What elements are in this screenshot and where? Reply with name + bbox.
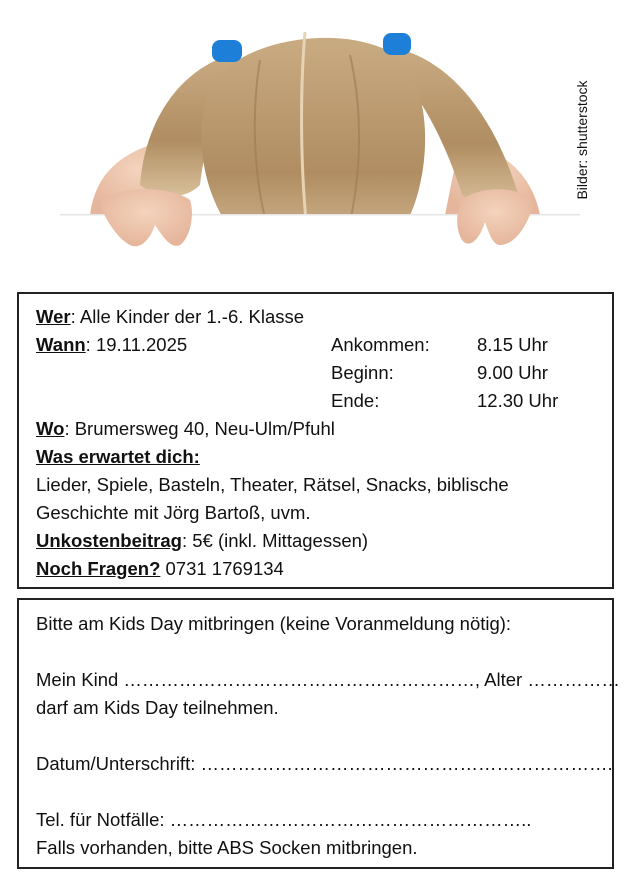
date-signature-line: Datum/Unterschrift: ………………………………………………………….: [36, 753, 613, 774]
form-intro: Bitte am Kids Day mitbringen (keine Voranmeldung nötig):: [36, 613, 512, 634]
wo-row: [36, 415, 612, 443]
was-label: Was erwartet dich:: [36, 446, 200, 467]
wo-label: Wo: [36, 418, 65, 439]
wer-value: : Alle Kinder der 1.-6. Klasse: [70, 306, 305, 327]
wann-value: : 19.11.2025: [85, 334, 188, 355]
schedule-label: Ende:: [331, 390, 380, 411]
was-line: Geschichte mit Jörg Bartoß, uvm.: [36, 502, 311, 523]
hero-illustration: [0, 0, 631, 285]
kosten-row: [36, 527, 612, 555]
schedule-time: 9.00 Uhr: [477, 362, 548, 383]
wann-label: Wann: [36, 334, 86, 355]
schedule-row: [36, 359, 612, 387]
socks-note: Falls vorhanden, bitte ABS Socken mitbringen.: [36, 837, 418, 858]
registration-form-box: [17, 598, 620, 869]
was-row: [36, 443, 612, 471]
wann-row: [36, 331, 612, 359]
fragen-row: [36, 555, 612, 583]
fragen-label: Noch Fragen?: [36, 558, 161, 579]
was-line: Lieder, Spiele, Basteln, Theater, Rätsel, Snacks, biblische: [36, 474, 509, 495]
fragen-value: 0731 1769134: [160, 558, 284, 579]
wo-value: : Brumersweg 40, Neu-Ulm/Pfuhl: [64, 418, 335, 439]
event-info-box: [17, 292, 614, 589]
schedule-label: Beginn:: [331, 362, 394, 383]
right-hair-tie: [383, 33, 411, 55]
schedule-time: 12.30 Uhr: [477, 390, 559, 411]
kosten-label: Unkostenbeitrag: [36, 530, 182, 551]
child-name-age-line: Mein Kind …………………………………………………, Alter ……………: [36, 669, 620, 690]
participation-text: darf am Kids Day teilnehmen.: [36, 697, 279, 718]
emergency-phone-line: Tel. für Notfälle: …………………………………………………..: [36, 809, 532, 830]
kosten-value: : 5€ (inkl. Mittagessen): [181, 530, 369, 551]
schedule-row: [36, 387, 612, 415]
schedule-time: 8.15 Uhr: [477, 334, 548, 355]
left-hair-tie: [212, 40, 242, 62]
image-credit: Bilder: shutterstock: [574, 80, 590, 200]
schedule-label: Ankommen:: [331, 334, 430, 355]
wer-label: Wer: [36, 306, 71, 327]
wer-row: [36, 303, 612, 331]
